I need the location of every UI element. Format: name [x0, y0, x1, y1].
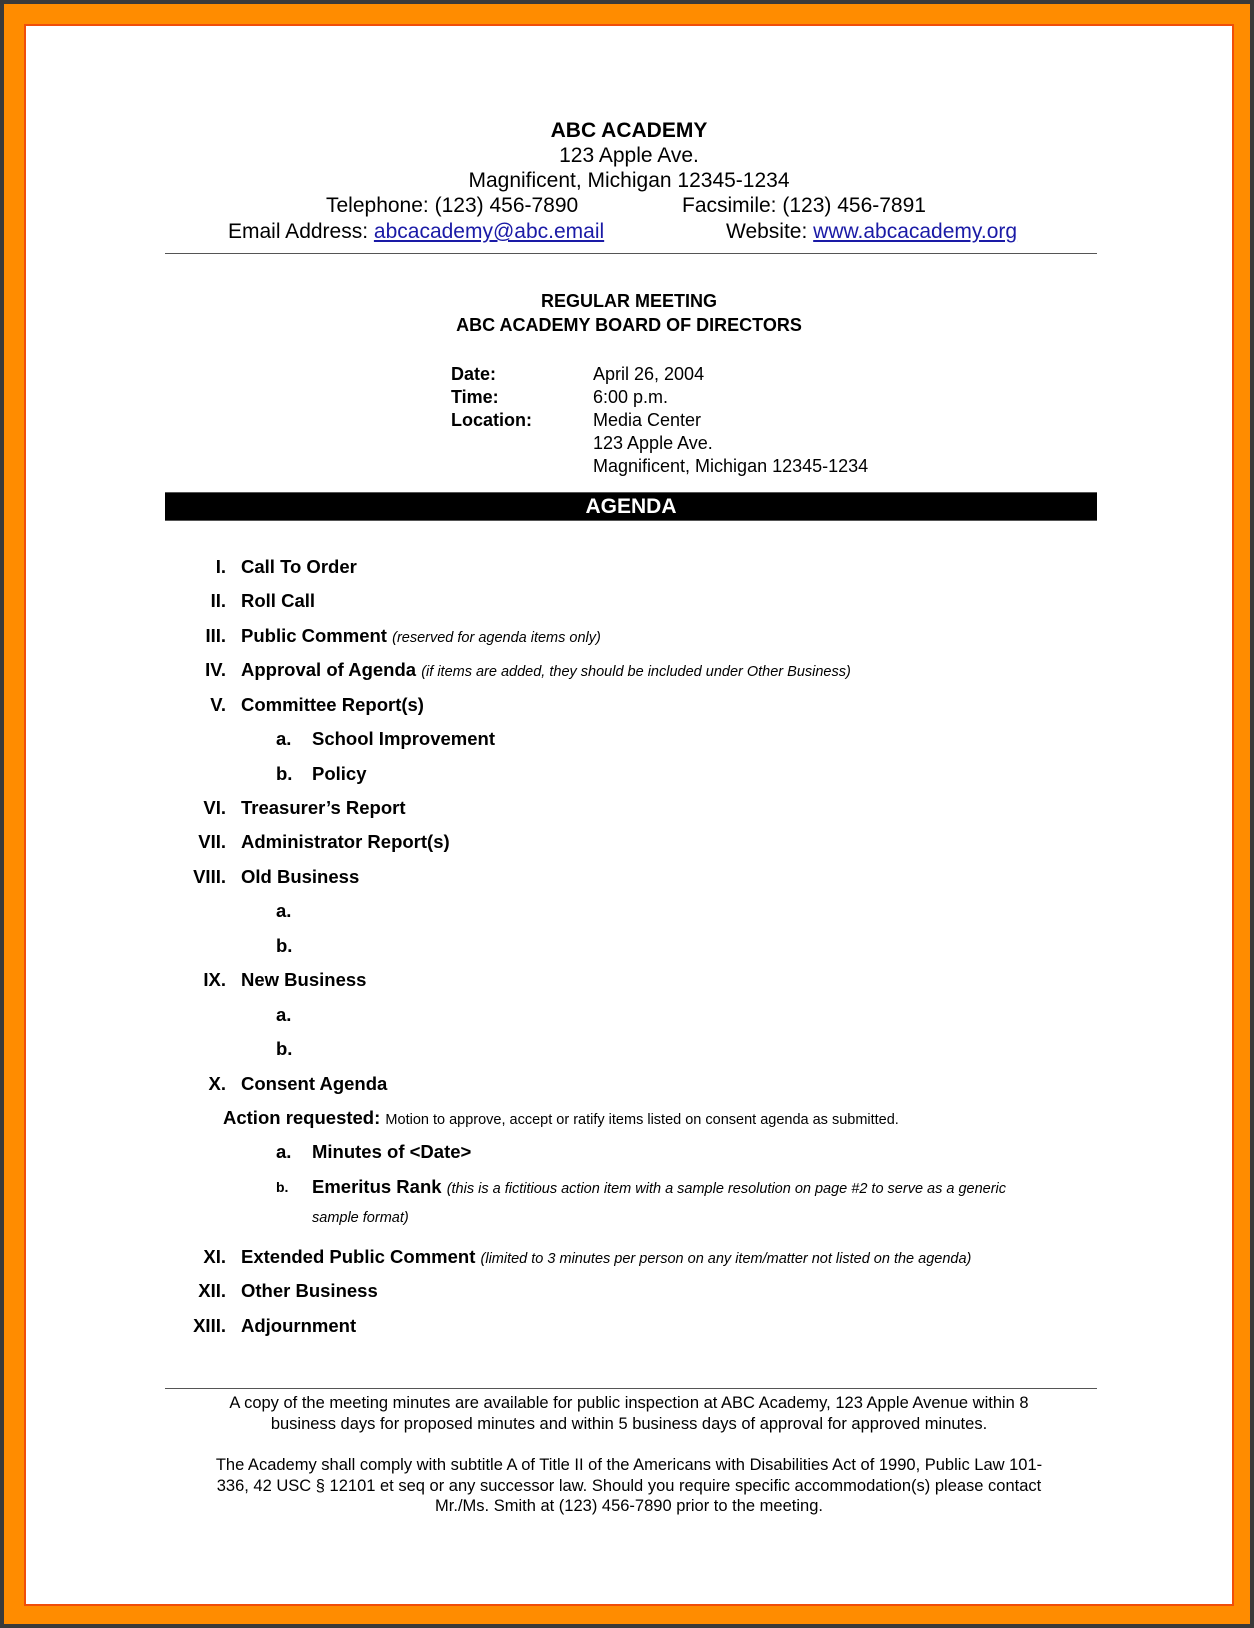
agenda-item-other-business: Other Business [241, 1280, 378, 1301]
subitem-num: a. [276, 1141, 292, 1162]
subitem-num: b. [276, 1038, 293, 1059]
item-num: IX. [203, 969, 226, 990]
item-num: V. [210, 694, 226, 715]
location-line-1: Media Center [593, 410, 702, 430]
action-requested-label: Action requested: [223, 1107, 381, 1128]
item-num: VII. [198, 831, 226, 852]
website-link[interactable]: www.abcacademy.org [813, 220, 1018, 243]
item-num: XIII. [193, 1315, 226, 1336]
subitem-num: a. [276, 1004, 292, 1025]
time-label: Time: [451, 387, 499, 407]
item-num: XII. [198, 1280, 226, 1301]
document-page [24, 24, 1234, 1606]
org-name: ABC ACADEMY [550, 119, 708, 142]
agenda-item-new-business: New Business [241, 969, 367, 990]
action-requested-text: Motion to approve, accept or ratify items listed on consent agenda as submitted. [385, 1112, 899, 1128]
subitem-policy: Policy [312, 763, 367, 784]
agenda-item-committee-reports: Committee Report(s) [241, 694, 424, 715]
address-line-1: 123 Apple Ave. [559, 144, 699, 167]
subitem-minutes-of-date: Minutes of <Date> [312, 1141, 472, 1162]
telephone-label: Telephone: [326, 194, 429, 217]
item-num: III. [205, 625, 226, 646]
fax-label: Facsimile: [682, 194, 777, 217]
agenda-item-extended-public-comment: Extended Public Comment (limited to 3 minutes per person on any item/matter not listed on the agenda) [241, 1246, 972, 1267]
agenda-item-approval-of-agenda: Approval of Agenda (if items are added, they should be included under Other Business) [241, 659, 851, 680]
subitem-emeritus-rank: Emeritus Rank (this is a fictitious action item with a sample resolution on page #2 to serve as a generic [312, 1176, 1007, 1197]
facsimile [682, 194, 926, 218]
meeting-title: REGULAR MEETING [540, 291, 717, 311]
subitem-num: a. [276, 728, 292, 749]
website [726, 220, 1017, 244]
footer-divider [165, 1388, 1097, 1389]
item-num: IV. [205, 659, 226, 680]
date-label: Date: [451, 364, 497, 384]
agenda-item-adjournment: Adjournment [241, 1315, 357, 1336]
agenda-item-consent-agenda: Consent Agenda [241, 1073, 388, 1094]
email [228, 220, 604, 244]
item-num: II. [210, 590, 226, 611]
location-label: Location: [451, 410, 532, 430]
telephone-value: (123) 456-7890 [434, 194, 579, 217]
agenda-heading: AGENDA [165, 492, 1097, 521]
time-value: 6:00 p.m. [593, 387, 669, 407]
agenda-item-treasurers-report: Treasurer’s Report [241, 797, 406, 818]
item-num: VI. [203, 797, 226, 818]
item-note-continued: sample format) [312, 1210, 409, 1226]
item-note: (if items are added, they should be included under Other Business) [421, 664, 851, 680]
header-divider [165, 253, 1097, 254]
address-line-2: Magnificent, Michigan 12345-1234 [468, 169, 790, 192]
ada-notice: The Academy shall comply with subtitle A of Title II of the Americans with Disabilities Act of 1990, Public Law 101- 336, 42 USC § 12101 et seq or any successor law. Should you require specific accommodation(s) please contact Mr./Ms. Smith at (123) 456-7890 prior to the meeting. [215, 1456, 1043, 1515]
location-line-3: Magnificent, Michigan 12345-1234 [593, 456, 869, 476]
subitem-num: b. [276, 935, 293, 956]
agenda-item-call-to-order: Call To Order [241, 556, 357, 577]
email-link[interactable]: abcacademy@abc.email [373, 220, 605, 243]
fax-value: (123) 456-7891 [782, 194, 926, 217]
minutes-notice: A copy of the meeting minutes are available for public inspection at ABC Academy, 123 Apple Avenue within 8 business days for proposed minutes and within 5 business days of approval for approved minutes. [229, 1394, 1029, 1433]
agenda-item-roll-call: Roll Call [241, 590, 316, 611]
page-frame [4, 4, 1250, 1624]
telephone [326, 194, 578, 218]
agenda-item-administrator-reports: Administrator Report(s) [241, 831, 450, 852]
subitem-num: b. [276, 1179, 289, 1195]
subitem-num: b. [276, 763, 293, 784]
item-num: X. [208, 1073, 226, 1094]
item-note: (limited to 3 minutes per person on any item/matter not listed on the agenda) [480, 1251, 972, 1267]
location-line-2: 123 Apple Ave. [593, 433, 713, 453]
date-value: April 26, 2004 [593, 364, 705, 384]
subitem-num: a. [276, 900, 292, 921]
agenda-item-public-comment: Public Comment (reserved for agenda items only) [241, 625, 601, 646]
action-requested [223, 1107, 899, 1129]
agenda-item-old-business: Old Business [241, 866, 360, 887]
website-label: Website: [726, 220, 808, 243]
item-num: XI. [203, 1246, 226, 1267]
item-note: (this is a fictitious action item with a sample resolution on page #2 to serve as a generic [446, 1181, 1007, 1197]
item-note: (reserved for agenda items only) [392, 630, 601, 646]
email-label: Email Address: [228, 220, 369, 243]
item-num: I. [215, 556, 226, 577]
board-title: ABC ACADEMY BOARD OF DIRECTORS [456, 315, 802, 335]
item-num: VIII. [193, 866, 226, 887]
subitem-school-improvement: School Improvement [312, 728, 495, 749]
